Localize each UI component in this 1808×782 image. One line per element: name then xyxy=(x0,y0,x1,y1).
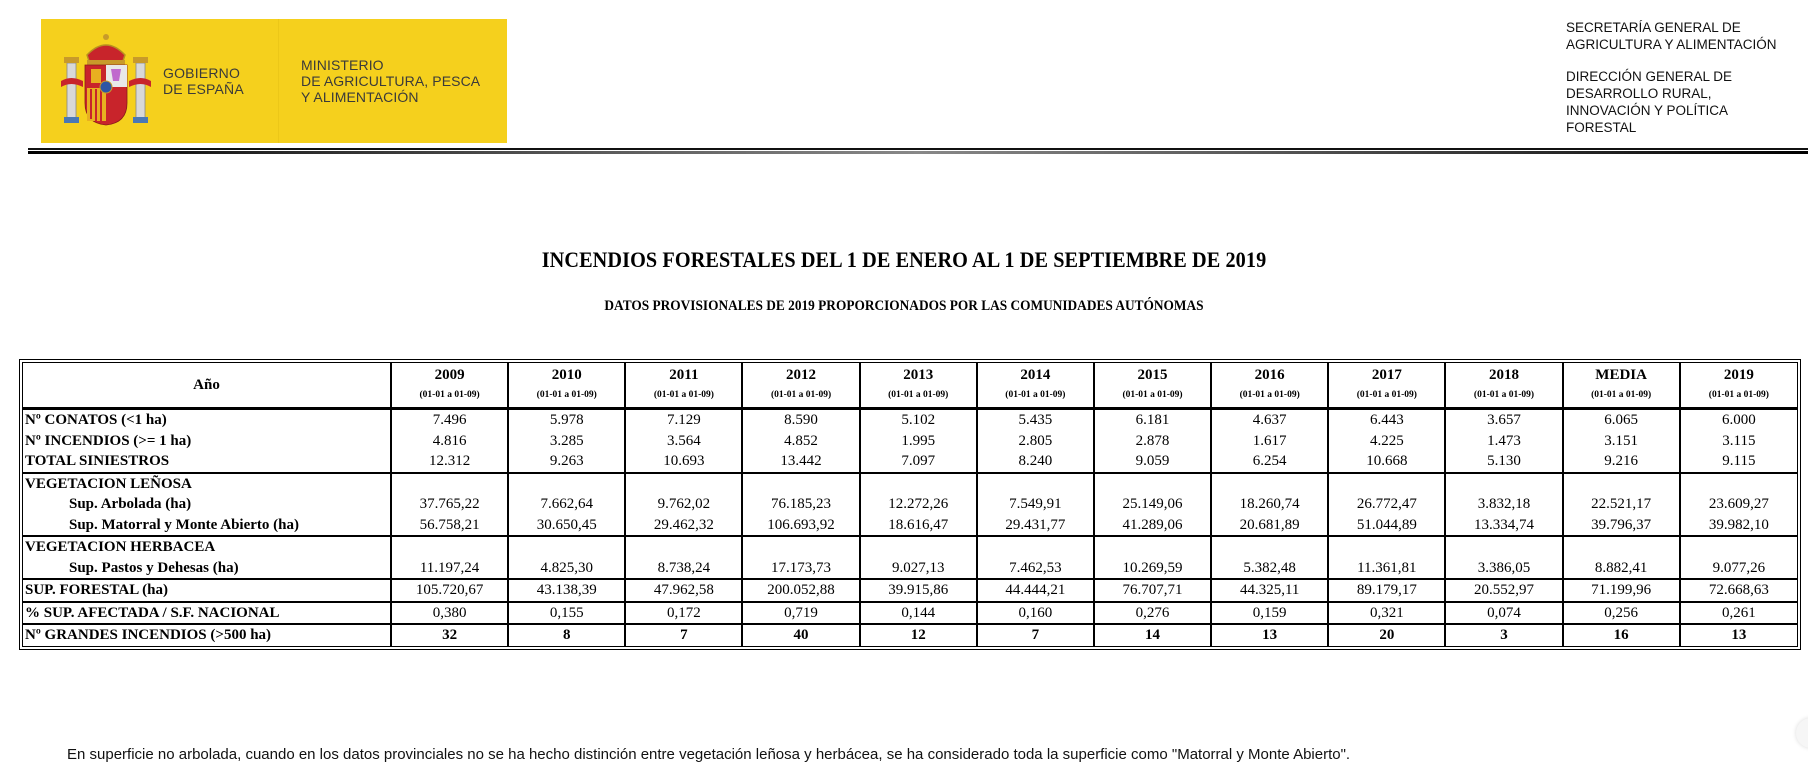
table-cell: 6.254 xyxy=(1211,451,1328,473)
column-year: 2015 xyxy=(1137,367,1168,383)
table-cell: 8.590 xyxy=(742,409,859,431)
table-cell xyxy=(860,473,977,495)
column-range: (01-01 a 01-09) xyxy=(1239,390,1300,400)
header-divider-shadow xyxy=(28,151,1808,154)
column-year: 2013 xyxy=(903,367,934,383)
table-cell: 40 xyxy=(742,624,859,646)
table-cell xyxy=(625,536,742,558)
table-cell: 10.693 xyxy=(625,451,742,473)
table-cell: 0,256 xyxy=(1563,602,1680,625)
table-cell: 5.102 xyxy=(860,409,977,431)
table-cell xyxy=(1563,473,1680,495)
table-cell: 0,261 xyxy=(1680,602,1797,625)
column-header xyxy=(860,363,977,409)
table-cell: 44.444,21 xyxy=(977,579,1094,602)
table-cell xyxy=(1211,473,1328,495)
column-header xyxy=(391,363,508,409)
table-cell: 25.149,06 xyxy=(1094,494,1211,515)
table-cell: 18.260,74 xyxy=(1211,494,1328,515)
table-cell: 16 xyxy=(1563,624,1680,646)
table-cell: 4.225 xyxy=(1328,431,1445,452)
table-cell: 8 xyxy=(508,624,625,646)
table-cell: 1.995 xyxy=(860,431,977,452)
table-cell: 9.216 xyxy=(1563,451,1680,473)
table-cell xyxy=(1328,473,1445,495)
page-subtitle: DATOS PROVISIONALES DE 2019 PROPORCIONADOS POR LAS COMUNIDADES AUTÓNOMAS xyxy=(604,298,1204,314)
table-cell: 18.616,47 xyxy=(860,515,977,537)
table-cell xyxy=(742,473,859,495)
table-row xyxy=(23,602,1797,625)
table-cell: 200.052,88 xyxy=(742,579,859,602)
table-cell: 0,155 xyxy=(508,602,625,625)
table-cell: 7 xyxy=(625,624,742,646)
table-cell: 12.312 xyxy=(391,451,508,473)
table-cell: 9.059 xyxy=(1094,451,1211,473)
row-label: TOTAL SINIESTROS xyxy=(25,453,170,469)
department-info xyxy=(1566,19,1806,136)
table-cell xyxy=(977,536,1094,558)
corner-header: Año xyxy=(23,363,391,409)
table-cell: 76.707,71 xyxy=(1094,579,1211,602)
gobierno-section xyxy=(41,19,279,143)
table-cell: 3.285 xyxy=(508,431,625,452)
column-header xyxy=(625,363,742,409)
table-cell: 4.852 xyxy=(742,431,859,452)
table-cell: 8.240 xyxy=(977,451,1094,473)
page-title: INCENDIOS FORESTALES DEL 1 DE ENERO AL 1 DE SEPTIEMBRE DE 2019 xyxy=(541,247,1267,272)
table-cell: 105.720,67 xyxy=(391,579,508,602)
ministerio-line-1: MINISTERIO xyxy=(301,57,384,73)
column-year: 2019 xyxy=(1723,367,1754,383)
table-cell: 56.758,21 xyxy=(391,515,508,537)
ministerio-line-2: DE AGRICULTURA, PESCA xyxy=(301,73,481,89)
table-cell xyxy=(1445,473,1562,495)
column-range: (01-01 a 01-09) xyxy=(1005,390,1066,400)
row-label: Nº GRANDES INCENDIOS (>500 ha) xyxy=(23,624,391,646)
table-cell xyxy=(1328,536,1445,558)
table-cell: 9.115 xyxy=(1680,451,1797,473)
coat-of-arms-icon xyxy=(61,33,151,129)
table-cell xyxy=(391,536,508,558)
table-cell: 9.263 xyxy=(508,451,625,473)
table-cell: 13 xyxy=(1211,624,1328,646)
table-cell: 1.617 xyxy=(1211,431,1328,452)
column-range: (01-01 a 01-09) xyxy=(419,390,480,400)
column-header xyxy=(1445,363,1562,409)
table-header-row xyxy=(23,363,1797,409)
column-year: 2018 xyxy=(1488,367,1519,383)
table-cell: 3.564 xyxy=(625,431,742,452)
table-cell: 1.473 xyxy=(1445,431,1562,452)
ministerio-section xyxy=(279,19,507,143)
table-cell: 29.431,77 xyxy=(977,515,1094,537)
column-year: 2012 xyxy=(786,367,817,383)
spacer xyxy=(1566,53,1806,68)
table-cell xyxy=(391,473,508,495)
table-cell: 23.609,27 xyxy=(1680,494,1797,515)
table-cell: 20 xyxy=(1328,624,1445,646)
table-cell: 11.361,81 xyxy=(1328,558,1445,580)
table-cell xyxy=(742,536,859,558)
table-cell xyxy=(1680,536,1797,558)
table-row xyxy=(23,579,1797,602)
column-range: (01-01 a 01-09) xyxy=(888,390,949,400)
table-cell: 6.443 xyxy=(1328,409,1445,431)
table-cell: 11.197,24 xyxy=(391,558,508,580)
table-cell: 5.130 xyxy=(1445,451,1562,473)
table-cell: 8.882,41 xyxy=(1563,558,1680,580)
column-year: 2011 xyxy=(669,367,699,383)
row-label: VEGETACION LEÑOSA xyxy=(23,473,391,495)
table-cell: 22.521,17 xyxy=(1563,494,1680,515)
row-label: Sup. Matorral y Monte Abierto (ha) xyxy=(69,516,299,533)
column-header xyxy=(1563,363,1680,409)
table-cell: 0,172 xyxy=(625,602,742,625)
table-cell: 106.693,92 xyxy=(742,515,859,537)
table-cell: 3.386,05 xyxy=(1445,558,1562,580)
table-cell: 3 xyxy=(1445,624,1562,646)
table-cell xyxy=(1680,473,1797,495)
table-cell: 7.097 xyxy=(860,451,977,473)
table-cell: 4.816 xyxy=(391,431,508,452)
table-cell: 5.382,48 xyxy=(1211,558,1328,580)
table-cell xyxy=(625,473,742,495)
gobierno-text xyxy=(163,65,244,97)
table-cell: 0,380 xyxy=(391,602,508,625)
table-cell: 30.650,45 xyxy=(508,515,625,537)
table-cell: 2.878 xyxy=(1094,431,1211,452)
row-label: Nº INCENDIOS (>= 1 ha) xyxy=(25,432,192,449)
table-cell: 51.044,89 xyxy=(1328,515,1445,537)
table-body xyxy=(23,409,1797,646)
table-cell: 2.805 xyxy=(977,431,1094,452)
ministerio-line-3: Y ALIMENTACIÓN xyxy=(301,89,419,105)
column-header xyxy=(1094,363,1211,409)
table-cell: 8.738,24 xyxy=(625,558,742,580)
table-cell: 7.129 xyxy=(625,409,742,431)
row-label: Nº CONATOS (<1 ha) xyxy=(25,412,167,428)
direccion-line-2: DESARROLLO RURAL, xyxy=(1566,86,1712,101)
direccion-line-1: DIRECCIÓN GENERAL DE xyxy=(1566,69,1733,84)
floating-side-button[interactable] xyxy=(1796,718,1808,748)
table-cell: 0,276 xyxy=(1094,602,1211,625)
table-cell xyxy=(1094,473,1211,495)
table-cell: 39.915,86 xyxy=(860,579,977,602)
table-cell xyxy=(508,473,625,495)
table-cell: 12 xyxy=(860,624,977,646)
column-range: (01-01 a 01-09) xyxy=(770,390,832,400)
table-cell: 0,160 xyxy=(977,602,1094,625)
table-cell: 32 xyxy=(391,624,508,646)
table-row xyxy=(23,431,1797,452)
table-cell: 9.077,26 xyxy=(1680,558,1797,580)
table-cell xyxy=(1563,536,1680,558)
table-cell: 29.462,32 xyxy=(625,515,742,537)
table-row xyxy=(23,558,1797,580)
table-cell: 12.272,26 xyxy=(860,494,977,515)
table-cell: 9.027,13 xyxy=(860,558,977,580)
secretaria-line-1: SECRETARÍA GENERAL DE xyxy=(1566,20,1741,35)
table-cell xyxy=(1445,536,1562,558)
row-label: SUP. FORESTAL (ha) xyxy=(23,579,391,602)
column-year: 2016 xyxy=(1254,367,1285,383)
table-cell: 7.462,53 xyxy=(977,558,1094,580)
table-cell: 39.796,37 xyxy=(1563,515,1680,537)
table-cell xyxy=(860,536,977,558)
column-range: (01-01 a 01-09) xyxy=(1356,390,1417,400)
column-header xyxy=(977,363,1094,409)
table-cell: 0,159 xyxy=(1211,602,1328,625)
table-cell: 26.772,47 xyxy=(1328,494,1445,515)
table-cell: 10.269,59 xyxy=(1094,558,1211,580)
column-year: MEDIA xyxy=(1595,367,1647,383)
column-header xyxy=(1680,363,1797,409)
table-cell: 7.662,64 xyxy=(508,494,625,515)
secretaria-line-2: AGRICULTURA Y ALIMENTACIÓN xyxy=(1566,37,1777,52)
table-cell: 17.173,73 xyxy=(742,558,859,580)
column-range: (01-01 a 01-09) xyxy=(1708,390,1769,400)
table-cell: 39.982,10 xyxy=(1680,515,1797,537)
column-year: 2010 xyxy=(551,367,582,383)
table-row xyxy=(23,451,1797,473)
direccion-line-3: INNOVACIÓN Y POLÍTICA xyxy=(1566,103,1729,118)
column-header xyxy=(1211,363,1328,409)
table-cell: 14 xyxy=(1094,624,1211,646)
table-cell: 13.334,74 xyxy=(1445,515,1562,537)
table-cell: 41.289,06 xyxy=(1094,515,1211,537)
table-cell xyxy=(508,536,625,558)
table-cell: 3.115 xyxy=(1680,431,1797,452)
table-cell: 72.668,63 xyxy=(1680,579,1797,602)
table-cell: 0,144 xyxy=(860,602,977,625)
table-cell: 13 xyxy=(1680,624,1797,646)
column-range: (01-01 a 01-09) xyxy=(653,390,714,400)
table-cell: 7.549,91 xyxy=(977,494,1094,515)
table-cell: 0,719 xyxy=(742,602,859,625)
table-row xyxy=(23,624,1797,646)
table-cell: 13.442 xyxy=(742,451,859,473)
row-label: Sup. Arbolada (ha) xyxy=(69,496,192,512)
table-cell: 44.325,11 xyxy=(1211,579,1328,602)
table-cell: 7 xyxy=(977,624,1094,646)
table-cell: 0,321 xyxy=(1328,602,1445,625)
table-cell: 47.962,58 xyxy=(625,579,742,602)
table-cell: 37.765,22 xyxy=(391,494,508,515)
column-header xyxy=(1328,363,1445,409)
table-cell: 5.435 xyxy=(977,409,1094,431)
table-cell: 10.668 xyxy=(1328,451,1445,473)
row-label: Sup. Pastos y Dehesas (ha) xyxy=(69,559,239,576)
column-header xyxy=(508,363,625,409)
column-header xyxy=(742,363,859,409)
column-range: (01-01 a 01-09) xyxy=(1591,390,1652,400)
table-cell: 3.657 xyxy=(1445,409,1562,431)
government-logo xyxy=(41,19,507,143)
table-cell: 4.637 xyxy=(1211,409,1328,431)
ministerio-text xyxy=(301,57,480,105)
gobierno-line-1: GOBIERNO xyxy=(163,65,241,81)
table-cell xyxy=(1211,536,1328,558)
column-year: 2009 xyxy=(434,367,465,383)
table-cell: 71.199,96 xyxy=(1563,579,1680,602)
column-range: (01-01 a 01-09) xyxy=(1473,390,1535,400)
footnote: En superficie no arbolada, cuando en los datos provinciales no se ha hecho distinción entre vegetación leñosa y herbácea, se ha considerado toda la superficie como "Matorral y Monte Abierto". xyxy=(67,746,1351,763)
table-cell: 6.181 xyxy=(1094,409,1211,431)
column-range: (01-01 a 01-09) xyxy=(1122,390,1183,400)
table-cell xyxy=(1094,536,1211,558)
gobierno-line-2: DE ESPAÑA xyxy=(163,81,244,97)
row-label: VEGETACION HERBACEA xyxy=(23,536,391,558)
table-row xyxy=(23,473,1797,495)
table-cell: 89.179,17 xyxy=(1328,579,1445,602)
direccion-line-4: FORESTAL xyxy=(1566,120,1637,135)
column-range: (01-01 a 01-09) xyxy=(536,390,597,400)
fire-statistics-table xyxy=(19,359,1801,650)
table-cell: 3.151 xyxy=(1563,431,1680,452)
table-cell: 76.185,23 xyxy=(742,494,859,515)
header-divider xyxy=(28,148,1808,150)
table-cell: 6.065 xyxy=(1563,409,1680,431)
table-cell: 7.496 xyxy=(391,409,508,431)
table-cell: 43.138,39 xyxy=(508,579,625,602)
table-cell: 20.681,89 xyxy=(1211,515,1328,537)
column-year: 2017 xyxy=(1371,367,1402,383)
table-row xyxy=(23,494,1797,515)
table-cell: 0,074 xyxy=(1445,602,1562,625)
table-row xyxy=(23,409,1797,431)
table-cell: 4.825,30 xyxy=(508,558,625,580)
row-label: % SUP. AFECTADA / S.F. NACIONAL xyxy=(23,602,391,625)
table-cell: 20.552,97 xyxy=(1445,579,1562,602)
table-cell: 9.762,02 xyxy=(625,494,742,515)
table-cell: 3.832,18 xyxy=(1445,494,1562,515)
column-year: 2014 xyxy=(1020,367,1051,383)
table-row xyxy=(23,536,1797,558)
table-cell: 5.978 xyxy=(508,409,625,431)
table-cell: 6.000 xyxy=(1680,409,1797,431)
table-row xyxy=(23,515,1797,537)
table-cell xyxy=(977,473,1094,495)
